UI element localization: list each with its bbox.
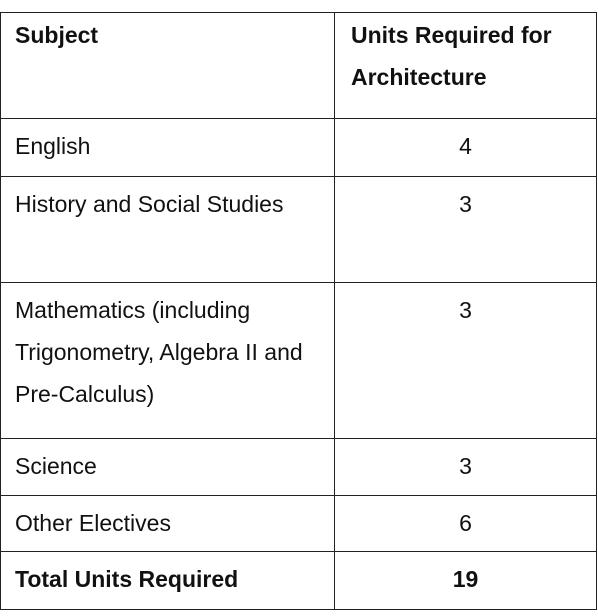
table-row — [1, 283, 597, 439]
table-header-row — [1, 13, 597, 119]
header-units-required: Units Required for Architecture — [335, 13, 597, 119]
subject-cell: Other Electives — [1, 496, 335, 552]
table-row — [1, 119, 597, 177]
units-cell: 4 — [335, 119, 597, 177]
table-row — [1, 177, 597, 283]
table-row — [1, 439, 597, 496]
subject-cell: History and Social Studies — [1, 177, 335, 283]
total-units-cell: 19 — [335, 552, 597, 610]
total-label-cell: Total Units Required — [1, 552, 335, 610]
units-cell: 6 — [335, 496, 597, 552]
subject-cell: Mathematics (including Trigonometry, Algebra II and Pre-Calculus) — [1, 283, 335, 439]
subject-cell: English — [1, 119, 335, 177]
units-table-container — [0, 12, 597, 610]
header-subject: Subject — [1, 13, 335, 119]
table-row — [1, 496, 597, 552]
total-row — [1, 552, 597, 610]
subject-cell: Science — [1, 439, 335, 496]
units-cell: 3 — [335, 439, 597, 496]
units-cell: 3 — [335, 177, 597, 283]
units-required-table — [0, 12, 597, 610]
units-cell: 3 — [335, 283, 597, 439]
